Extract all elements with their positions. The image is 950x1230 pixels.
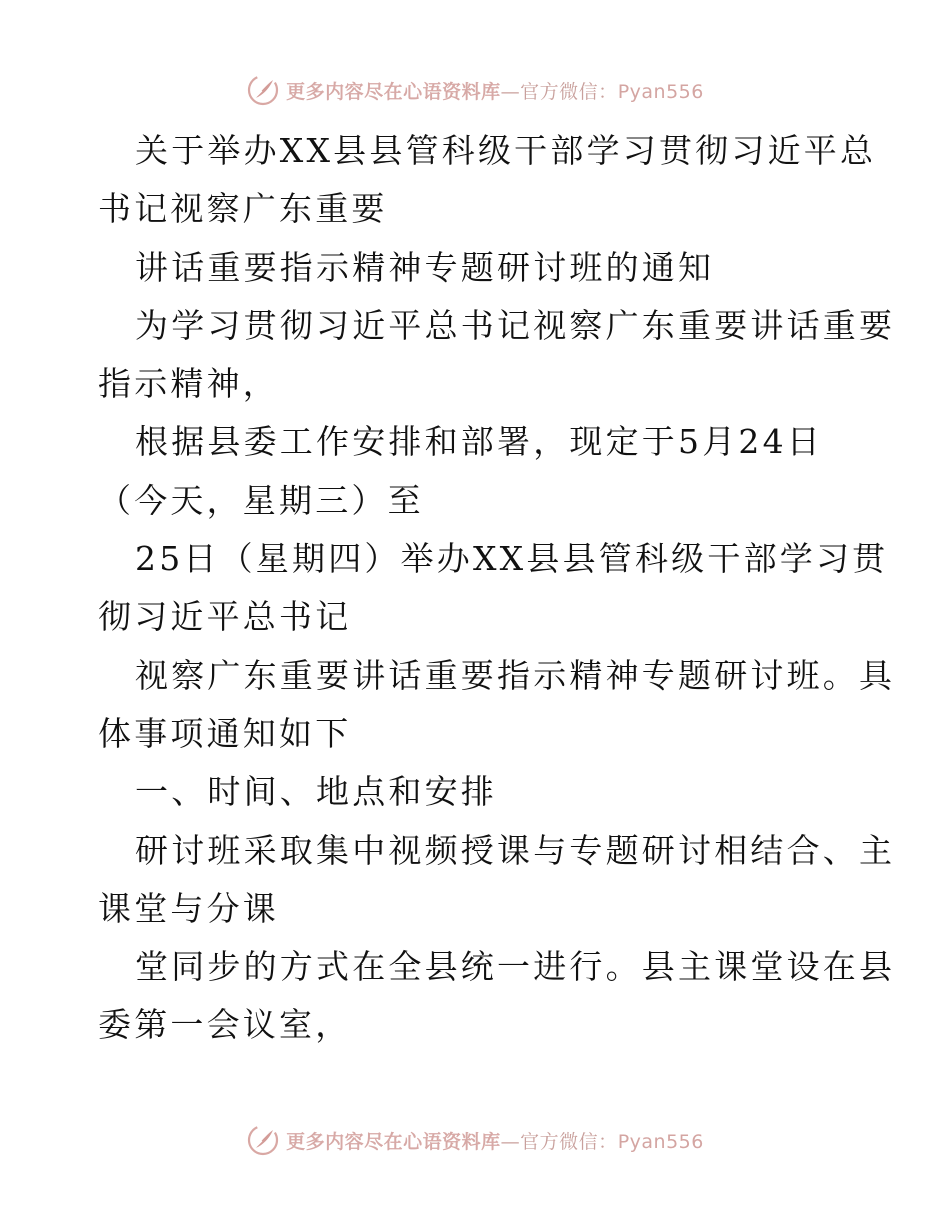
watermark-main: 更多内容尽在心语资料库 [286,80,501,103]
watermark-text [286,1127,704,1154]
document-line: （今天，星期三）至 [98,480,424,520]
document-line: 视察广东重要讲话重要指示精神专题研讨班。具 [135,655,896,695]
document-line: 为学习贯彻习近平总书记视察广东重要讲话重要 [135,305,896,345]
watermark-id: Pyan556 [617,1130,704,1153]
document-line: 书记视察广东重要 [98,189,388,229]
watermark-official: 官方微信： [520,80,618,103]
watermark-text [286,77,704,104]
document-body [98,122,896,1055]
watermark-id: Pyan556 [617,80,704,103]
watermark-official: 官方微信： [520,1130,618,1153]
watermark-dash: — [500,80,521,103]
document-line: 根据县委工作安排和部署，现定于5月24日 [135,422,823,462]
document-line: 25日（星期四）举办XX县县管科级干部学习贯 [135,539,889,579]
document-line: 彻习近平总书记 [98,597,352,637]
document-line: 体事项通知如下 [98,713,352,753]
watermark-main: 更多内容尽在心语资料库 [286,1130,501,1153]
document-line: 堂同步的方式在全县统一进行。县主课堂设在县 [135,947,896,987]
feather-quill-icon [246,73,280,107]
document-line: 关于举办XX县县管科级干部学习贯彻习近平总 [135,131,877,170]
document-line: 研讨班采取集中视频授课与专题研讨相结合、主 [135,830,896,870]
document-line: 讲话重要指示精神专题研讨班的通知 [135,247,715,287]
feather-quill-icon [246,1123,280,1157]
document-line: 指示精神， [98,364,279,404]
footer-watermark [0,1120,950,1160]
watermark-dash: — [500,1130,521,1153]
document-line: 委第一会议室， [98,1005,352,1045]
document-line: 一、时间、地点和安排 [135,772,497,812]
header-watermark [0,70,950,110]
document-line: 课堂与分课 [98,888,279,928]
